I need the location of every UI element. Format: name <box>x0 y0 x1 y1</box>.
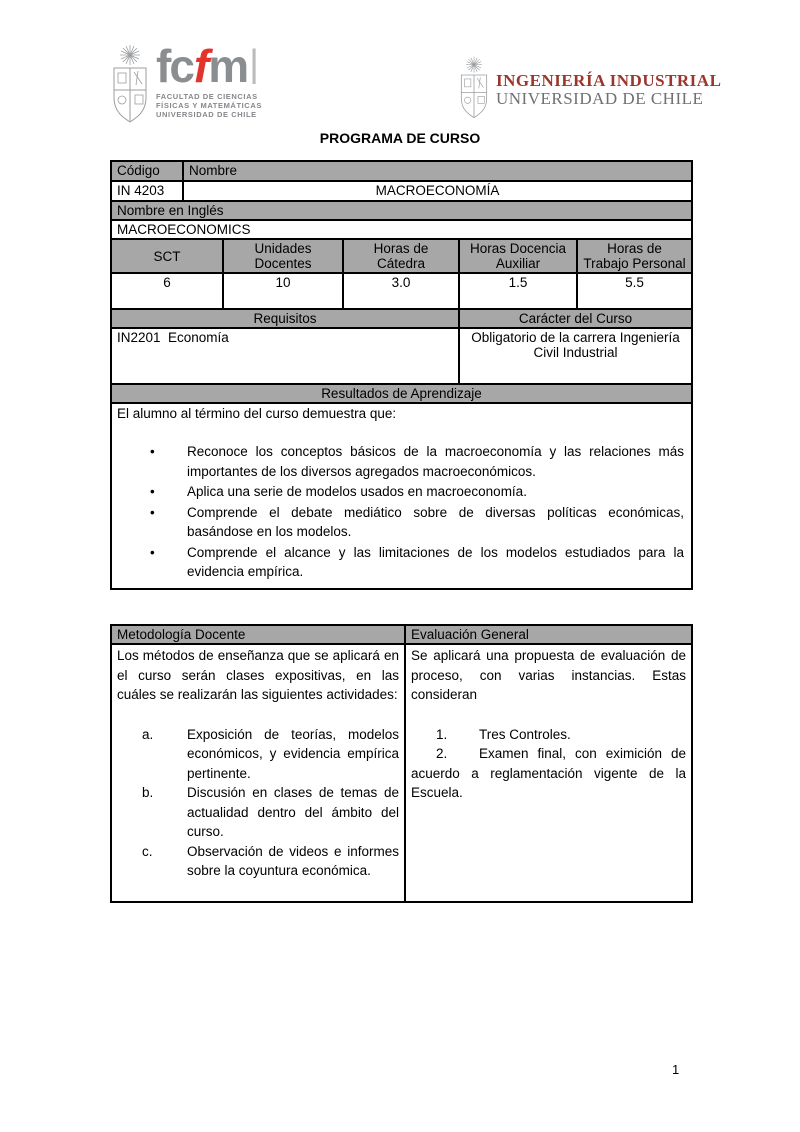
fcfm-wordmark-bar: | <box>249 43 258 85</box>
horas-docencia-header-cell: Horas Docencia Auxiliar <box>459 239 577 273</box>
university-crest-icon <box>458 56 490 124</box>
codigo-header-cell: Código <box>111 161 183 181</box>
methodology-evaluation-table <box>110 624 693 903</box>
bullet-marker: • <box>150 484 155 499</box>
bullet-text: Comprende el debate mediático sobre de diversas políticas económicas, basándose en los modelos. <box>187 504 684 539</box>
metodologia-intro: Los métodos de enseñanza que se aplicará en el curso serán clases expositivas, en las cuáles se realizarán las siguientes actividades: <box>117 648 399 702</box>
metodologia-item-list <box>117 725 399 881</box>
unidades-docentes-header-cell: Unidades Docentes <box>223 239 343 273</box>
evaluacion-content-cell <box>405 644 692 902</box>
table-row <box>111 328 692 384</box>
learning-results-table <box>110 383 693 590</box>
list-item <box>117 783 399 842</box>
requisitos-value-cell: IN2201 Economía <box>111 328 459 384</box>
sct-value-cell: 6 <box>111 273 223 309</box>
list-item <box>117 842 399 881</box>
list-marker: c. <box>142 843 153 859</box>
table-row <box>111 384 692 403</box>
fcfm-wordmark <box>156 40 262 92</box>
metodologia-header-cell: Metodología Docente <box>111 625 405 644</box>
list-text: Observación de videos e informes sobre la coyuntura económica. <box>187 843 399 878</box>
english-name-table <box>110 200 693 240</box>
document-content <box>110 160 691 903</box>
ingenieria-industrial-title: INGENIERÍA INDUSTRIAL <box>496 71 722 90</box>
bullet-marker: • <box>150 544 155 560</box>
requisitos-header-cell: Requisitos <box>111 309 459 328</box>
page-title: PROGRAMA DE CURSO <box>319 130 481 146</box>
nombre-value-cell: MACROECONOMÍA <box>183 181 692 201</box>
horas-catedra-value-cell: 3.0 <box>343 273 459 309</box>
table-row <box>111 201 692 220</box>
fcfm-wordmark-red-f: f <box>193 40 208 92</box>
list-item <box>117 503 686 542</box>
horas-trabajo-header-cell: Horas de Trabajo Personal <box>577 239 692 273</box>
page-number: 1 <box>672 1062 680 1077</box>
metodologia-content-cell <box>111 644 405 902</box>
bullet-text: Comprende el alcance y las limitaciones de los modelos estudiados para la evidencia empírica. <box>187 544 684 579</box>
list-item <box>411 744 686 803</box>
table-row <box>111 161 692 181</box>
horas-catedra-header-cell: Horas de Cátedra <box>343 239 459 273</box>
list-item <box>117 543 686 582</box>
list-marker: a. <box>142 726 154 742</box>
caracter-header-cell: Carácter del Curso <box>459 309 692 328</box>
horas-docencia-value-cell: 1.5 <box>459 273 577 309</box>
table-row <box>111 181 692 201</box>
caracter-value-cell: Obligatorio de la carrera Ingeniería Civil Industrial <box>459 328 692 384</box>
fcfm-subtitle <box>156 92 262 119</box>
sct-header-cell: SCT <box>111 239 223 273</box>
evaluacion-item-list <box>411 725 686 803</box>
ingenieria-industrial-text-block <box>496 72 721 108</box>
list-marker: b. <box>142 785 154 800</box>
fcfm-wordmark-fc: fc <box>156 40 193 92</box>
list-text: Examen final, con eximición de acuerdo a reglamentación vigente de la Escuela. <box>411 746 686 800</box>
nombre-ingles-header-cell: Nombre en Inglés <box>111 201 692 220</box>
table-row <box>111 403 692 589</box>
section-gap <box>110 590 691 624</box>
evaluacion-intro: Se aplicará una propuesta de evaluación de proceso, con varias instancias. Estas consideran <box>411 648 686 702</box>
unidades-docentes-value-cell: 10 <box>223 273 343 309</box>
list-item <box>117 725 399 784</box>
fcfm-subtitle-line2: FÍSICAS Y MATEMÁTICAS <box>156 101 262 110</box>
universidad-de-chile-title: UNIVERSIDAD DE CHILE <box>496 89 704 108</box>
codigo-value-cell: IN 4203 <box>111 181 183 201</box>
list-item <box>117 482 686 502</box>
evaluacion-header-cell: Evaluación General <box>405 625 692 644</box>
fcfm-subtitle-line3: UNIVERSIDAD DE CHILE <box>156 110 257 119</box>
nombre-header-cell: Nombre <box>183 161 692 181</box>
table-row <box>111 220 692 239</box>
credits-table <box>110 238 693 310</box>
table-row <box>111 644 692 902</box>
list-item <box>117 442 686 481</box>
fcfm-subtitle-line1: FACULTAD DE CIENCIAS <box>156 92 258 101</box>
nombre-ingles-value-cell: MACROECONOMICS <box>111 220 692 239</box>
fcfm-logo-text-block <box>156 40 262 130</box>
resultados-bullet-list <box>117 442 686 582</box>
university-crest-icon <box>110 44 150 130</box>
list-item <box>411 725 686 745</box>
list-text: Discusión en clases de temas de actualidad dentro del ámbito del curso. <box>187 785 399 839</box>
fcfm-wordmark-m: m <box>208 40 248 92</box>
bullet-marker: • <box>150 504 155 520</box>
table-row <box>111 273 692 309</box>
table-row <box>111 239 692 273</box>
horas-trabajo-value-cell: 5.5 <box>577 273 692 309</box>
resultados-intro: El alumno al término del curso demuestra que: <box>117 406 397 421</box>
resultados-content-cell <box>111 403 692 589</box>
bullet-text: Reconoce los conceptos básicos de la macroeconomía y las relaciones más importantes de los diversos agregados macroeconómicos. <box>187 444 684 479</box>
fcfm-logo <box>110 40 262 130</box>
requisites-table <box>110 308 693 385</box>
list-marker: 2. <box>436 746 448 761</box>
list-text: Exposición de teorías, modelos económicos, y evidencia empírica pertinente. <box>187 726 399 781</box>
course-id-table <box>110 160 693 202</box>
ingenieria-industrial-logo <box>458 56 721 124</box>
table-row <box>111 309 692 328</box>
bullet-text: Aplica una serie de modelos usados en macroeconomía. <box>187 484 527 499</box>
bullet-marker: • <box>150 444 155 459</box>
resultados-header-cell: Resultados de Aprendizaje <box>111 384 692 403</box>
table-row <box>111 625 692 644</box>
list-marker: 1. <box>436 726 448 742</box>
list-text: Tres Controles. <box>479 726 571 742</box>
